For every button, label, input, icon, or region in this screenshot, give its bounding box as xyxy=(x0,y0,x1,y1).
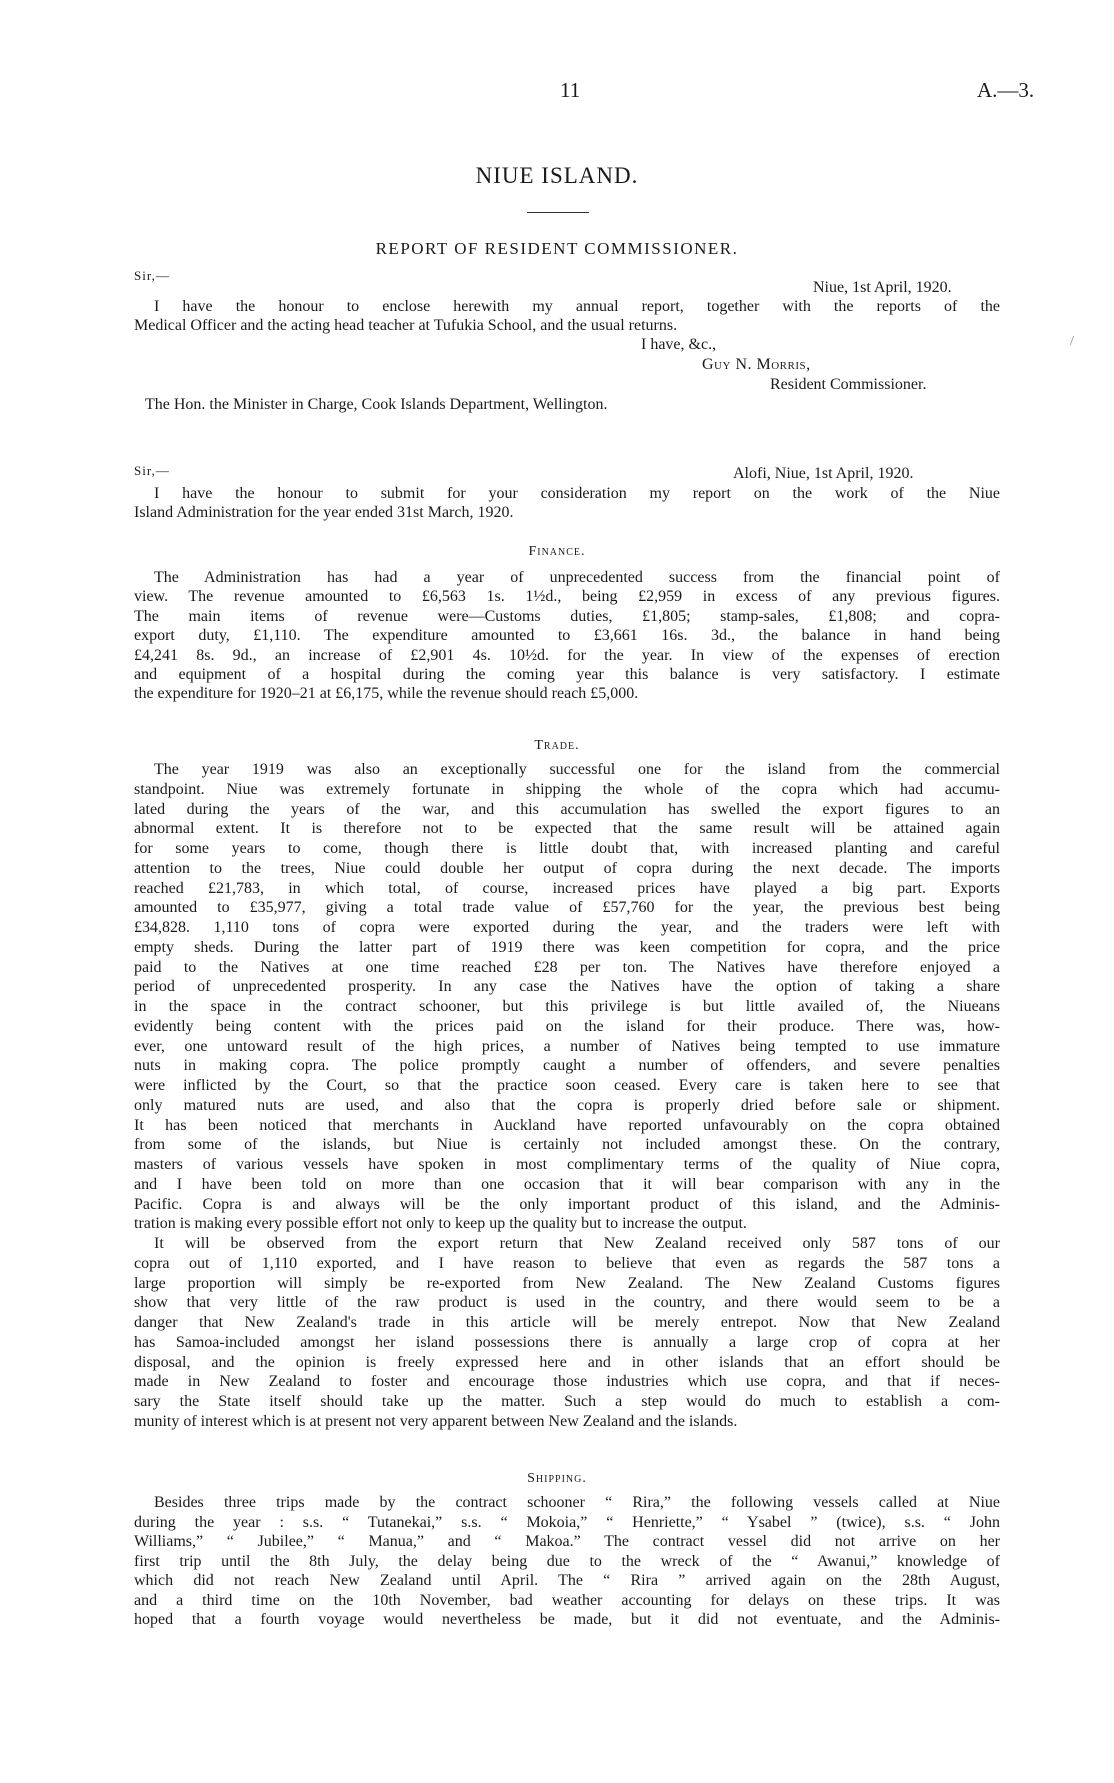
trade-line: nuts in making copra. The police promptly caught a number of offenders, and severe penalties xyxy=(134,1057,1000,1075)
letter1-signature-name: Guy N. Morris, xyxy=(702,356,811,373)
letter2-line: Island Administration for the year ended 31st March, 1920. xyxy=(134,504,514,521)
trade-line: large proportion will simply be re-exported from New Zealand. The New Zealand Customs figures xyxy=(134,1274,1000,1292)
letter1-addressee: The Hon. the Minister in Charge, Cook Islands Department, Wellington. xyxy=(145,396,608,413)
trade-line: copra out of 1,110 exported, and I have reason to believe that even as regards the 587 tons a xyxy=(134,1254,1000,1272)
trade-heading: Trade. xyxy=(534,738,580,753)
letter1-salutation: Sir,— xyxy=(134,268,170,283)
trade-line: and I have been told on more than one occasion that it will bear comparison with any in the xyxy=(134,1175,1000,1193)
letter1-place-date: Niue, 1st April, 1920. xyxy=(813,279,952,296)
trade-line: masters of various vessels have spoken in most complimentary terms of the quality of Niue copra, xyxy=(134,1156,1000,1173)
trade-line: show that very little of the raw product is used in the country, and there would seem to be a xyxy=(134,1294,1000,1312)
trade-line: tration is making every possible effort not only to keep up the quality but to increase the output. xyxy=(134,1215,747,1233)
trade-line: reached £21,783, in which total, of course, increased prices have played a big part. Exports xyxy=(134,879,1000,897)
trade-line: from some of the islands, but Niue is certainly not included amongst these. On the contrary, xyxy=(134,1136,1000,1154)
trade-line: £34,828. 1,110 tons of copra were exported during the year, and the traders were left with xyxy=(134,919,1000,936)
title-rule xyxy=(527,212,589,213)
trade-line: attention to the trees, Niue could double her output of copra during the next decade. The imports xyxy=(134,859,1000,877)
shipping-line: Williams,” “ Jubilee,” “ Manua,” and “ Makoa.” The contract vessel did not arrive on her xyxy=(134,1533,1000,1550)
trade-line: empty sheds. During the latter part of 1919 there was keen competition for copra, and the price xyxy=(134,938,1000,956)
finance-line: The main items of revenue were—Customs duties, £1,805; stamp-sales, £1,808; and copra- xyxy=(134,607,1000,625)
letter1-line: Medical Officer and the acting head teacher at Tufukia School, and the usual returns. xyxy=(134,317,678,334)
report-subtitle: REPORT OF RESIDENT COMMISSIONER. xyxy=(375,239,739,258)
trade-line: The year 1919 was also an exceptionally successful one for the island from the commercial xyxy=(154,761,1000,778)
letter2-salutation: Sir,— xyxy=(134,463,170,478)
trade-line: in the space in the contract schooner, but this privilege is but little availed of, the Niueans xyxy=(134,998,1000,1015)
margin-mark: / xyxy=(1070,334,1074,349)
letter2-place-date: Alofi, Niue, 1st April, 1920. xyxy=(733,465,914,482)
shipping-line: first trip until the 8th July, the delay being due to the wreck of the “ Awanui,” knowledge of xyxy=(134,1552,1000,1570)
shipping-line: and a third time on the 10th November, bad weather accounting for delays on these trips. It was xyxy=(134,1591,1000,1609)
page-number: 11 xyxy=(560,78,581,102)
trade-line: were inflicted by the Court, so that the practice soon ceased. Every care is taken here to see that xyxy=(134,1077,1000,1094)
trade-line: danger that New Zealand's trade in this article will be merely entrepot. Now that New Zealand xyxy=(134,1314,1000,1331)
shipping-line: which did not reach New Zealand until April. The “ Rira ” arrived again on the 28th August, xyxy=(134,1572,1000,1589)
trade-line: period of unprecedented prosperity. In any case the Natives have the option of taking a share xyxy=(134,978,1000,996)
letter2-line: I have the honour to submit for your consideration my report on the work of the Niue xyxy=(154,485,1000,502)
letter1-closing: I have, &c., xyxy=(641,336,717,353)
letter1-signature-title: Resident Commissioner. xyxy=(770,376,927,393)
trade-line: standpoint. Niue was extremely fortunate in shipping the whole of the copra which had accumu- xyxy=(134,780,1000,798)
trade-line: It has been noticed that merchants in Auckland have reported unfavourably on the copra obtained xyxy=(134,1116,1000,1134)
trade-line: sary the State itself should take up the matter. Such a step would do much to establish a com- xyxy=(134,1393,1000,1410)
page-title: NIUE ISLAND. xyxy=(475,163,639,188)
shipping-line: Besides three trips made by the contract schooner “ Rira,” the following vessels called at Niue xyxy=(154,1494,1000,1511)
trade-line: ever, one untoward result of the high prices, a number of Natives being tempted to use immature xyxy=(134,1037,1000,1055)
document-reference: A.—3. xyxy=(977,78,1035,102)
finance-line: and equipment of a hospital during the coming year this balance is very satisfactory. I estimate xyxy=(134,666,1000,683)
shipping-line: hoped that a fourth voyage would nevertheless be made, but it did not eventuate, and the Adminis- xyxy=(134,1611,1000,1628)
trade-line: only matured nuts are used, and also that the copra is properly dried before sale or shipment. xyxy=(134,1096,1000,1114)
finance-line: export duty, £1,110. The expenditure amounted to £3,661 16s. 3d., the balance in hand being xyxy=(134,627,1000,645)
finance-line: the expenditure for 1920–21 at £6,175, while the revenue should reach £5,000. xyxy=(134,685,639,703)
trade-line: has Samoa-included amongst her island possessions there is annually a large crop of copra at her xyxy=(134,1333,1000,1351)
letter1-line: I have the honour to enclose herewith my annual report, together with the reports of the xyxy=(154,298,1000,315)
trade-line: lated during the years of the war, and this accumulation has swelled the export figures to an xyxy=(134,800,1000,818)
trade-line: abnormal extent. It is therefore not to be expected that the same result will be attained again xyxy=(134,820,1000,838)
trade-line: amounted to £35,977, giving a total trade value of £57,760 for the year, the previous best being xyxy=(134,899,1000,917)
trade-line: Pacific. Copra is and always will be the only important product of this island, and the Adminis- xyxy=(134,1195,1000,1213)
shipping-heading: Shipping. xyxy=(527,1471,587,1486)
shipping-line: during the year : s.s. “ Tutanekai,” s.s. “ Mokoia,” “ Henriette,” “ Ysabel ” (twice), s.s. “ John xyxy=(134,1513,1000,1531)
trade-line: for some years to come, though there is little doubt that, with increased planting and careful xyxy=(134,840,1000,857)
trade-line: munity of interest which is at present not very apparent between New Zealand and the islands. xyxy=(134,1412,738,1430)
trade-line: evidently being content with the prices paid on the island for their produce. There was, how- xyxy=(134,1017,1000,1035)
finance-heading: Finance. xyxy=(528,544,586,559)
trade-line: paid to the Natives at one time reached £28 per ton. The Natives have therefore enjoyed a xyxy=(134,958,1000,976)
finance-line: £4,241 8s. 9d., an increase of £2,901 4s. 10½d. for the year. In view of the expenses of erection xyxy=(134,646,1000,664)
finance-line: The Administration has had a year of unprecedented success from the financial point of xyxy=(154,569,1000,586)
trade-line: made in New Zealand to foster and encourage those industries which use copra, and that if neces- xyxy=(134,1373,1000,1391)
trade-line: disposal, and the opinion is freely expressed here and in other islands that an effort should be xyxy=(134,1353,1000,1371)
finance-line: view. The revenue amounted to £6,563 1s. 1½d., being £2,959 in excess of any previous figures. xyxy=(134,588,1000,606)
trade-line: It will be observed from the export return that New Zealand received only 587 tons of our xyxy=(154,1235,1000,1252)
